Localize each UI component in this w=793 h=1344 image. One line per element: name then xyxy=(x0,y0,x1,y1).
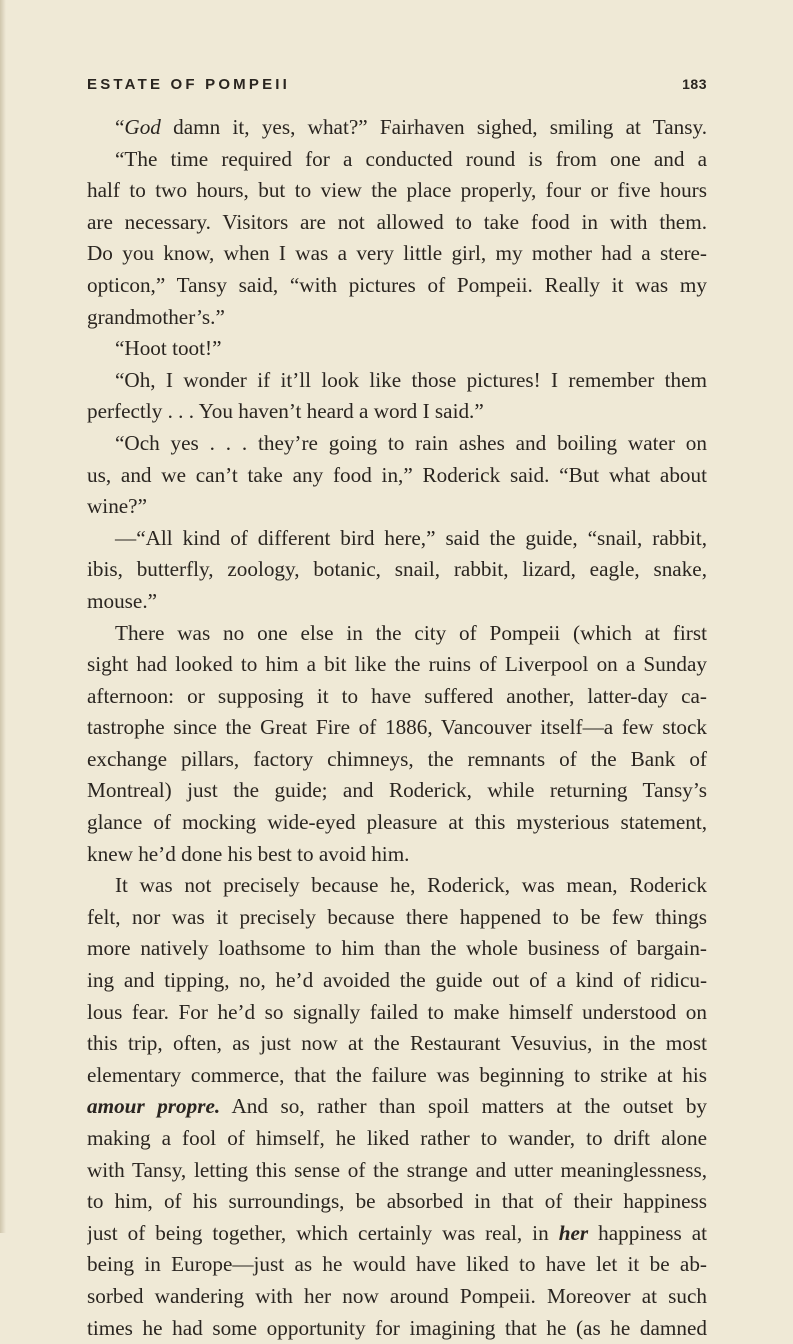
text-line xyxy=(87,965,707,997)
emphasis-text: her xyxy=(558,1220,589,1245)
line-text: us, and we can’t take any food in,” Roderick said. “But what about xyxy=(87,462,707,487)
text-line xyxy=(87,1186,707,1218)
line-text: perfectly . . . You haven’t heard a word I said.” xyxy=(87,399,484,424)
line-text: just of being together, which certainly was real, in xyxy=(87,1220,559,1245)
emphasis-text: amour propre. xyxy=(87,1094,221,1119)
running-title: ESTATE OF POMPEII xyxy=(87,76,291,93)
line-text: are necessary. Visitors are not allowed to take food in with them. xyxy=(87,209,707,234)
text-line xyxy=(87,1313,707,1344)
line-text: grandmother’s.” xyxy=(87,304,225,329)
line-text: ing and tipping, no, he’d avoided the guide out of a kind of ridicu- xyxy=(87,968,707,993)
line-text: elementary commerce, that the failure was beginning to strike at his xyxy=(87,1062,707,1087)
text-line xyxy=(87,1028,707,1060)
text-line xyxy=(87,238,707,270)
line-text: “The time required for a conducted round is from one and a xyxy=(115,146,707,171)
line-text: glance of mocking wide-eyed pleasure at this mysterious statement, xyxy=(87,810,707,835)
text-line xyxy=(87,270,707,302)
line-text: ibis, butterfly, zoology, botanic, snail, rabbit, lizard, eagle, snake, xyxy=(87,557,707,582)
line-text: knew he’d done his best to avoid him. xyxy=(87,841,410,866)
text-line xyxy=(87,333,707,365)
text-line xyxy=(87,460,707,492)
text-line xyxy=(87,554,707,586)
line-text: happiness at xyxy=(588,1220,707,1245)
line-text: lous fear. For he’d so signally failed to make himself understood on xyxy=(87,999,707,1024)
text-line xyxy=(87,1249,707,1281)
line-text: times he had some opportunity for imagining that he (as he damned xyxy=(87,1315,707,1340)
line-text: exchange pillars, factory chimneys, the remnants of the Bank of xyxy=(87,746,707,771)
text-line xyxy=(87,1281,707,1313)
text-line xyxy=(87,807,707,839)
text-line xyxy=(87,1218,707,1250)
line-text: There was no one else in the city of Pompeii (which at first xyxy=(115,620,707,645)
text-line xyxy=(87,870,707,902)
body-text xyxy=(87,112,707,1344)
line-text: damn it, yes, what?” Fairhaven sighed, smiling at Tansy. xyxy=(160,115,707,139)
text-line xyxy=(87,207,707,239)
line-text: making a fool of himself, he liked rather to wander, to drift alone xyxy=(87,1126,707,1150)
text-line xyxy=(87,1091,707,1123)
line-text: this trip, often, as just now at the Restaurant Vesuvius, in the most xyxy=(87,1031,707,1056)
page-number: 183 xyxy=(682,76,707,92)
text-line xyxy=(87,681,707,713)
line-text: mouse.” xyxy=(87,588,158,613)
text-line xyxy=(87,649,707,681)
line-text: Montreal) just the guide; and Roderick, while returning Tansy’s xyxy=(87,778,707,803)
page-left-edge xyxy=(0,0,6,1233)
line-text: sight had looked to him a bit like the ruins of Liverpool on a Sunday xyxy=(87,652,707,677)
text-line xyxy=(87,997,707,1029)
line-text: tastrophe since the Great Fire of 1886, Vancouver itself—a few stock xyxy=(87,715,707,740)
text-line xyxy=(87,112,707,144)
page-header xyxy=(87,76,707,98)
line-text: opticon,” Tansy said, “with pictures of Pompeii. Really it was my xyxy=(87,272,707,297)
line-text: “Hoot toot!” xyxy=(115,336,222,361)
emphasis-text: God xyxy=(124,115,161,139)
line-text: “ xyxy=(115,115,125,139)
text-line xyxy=(87,618,707,650)
text-line xyxy=(87,1155,707,1187)
text-line xyxy=(87,1060,707,1092)
line-text: afternoon: or supposing it to have suffered another, latter-day ca- xyxy=(87,683,707,708)
text-line xyxy=(87,839,707,871)
line-text: to him, of his surroundings, be absorbed in that of their happiness xyxy=(87,1189,707,1214)
line-text: sorbed wandering with her now around Pompeii. Moreover at such xyxy=(87,1283,707,1308)
line-text: with Tansy, letting this sense of the strange and utter meaninglessness, xyxy=(87,1157,707,1182)
text-line xyxy=(87,523,707,555)
text-line xyxy=(87,365,707,397)
text-line xyxy=(87,491,707,523)
line-text: Do you know, when I was a very little girl, my mother had a stere- xyxy=(87,241,707,266)
line-text: —“All kind of different bird here,” said the guide, “snail, rabbit, xyxy=(115,525,707,550)
text-line xyxy=(87,302,707,334)
text-line xyxy=(87,1123,707,1155)
line-text: It was not precisely because he, Roderick, was mean, Roderick xyxy=(115,873,707,898)
text-line xyxy=(87,902,707,934)
line-text: felt, nor was it precisely because there happened to be few things xyxy=(87,904,707,929)
line-text: half to two hours, but to view the place properly, four or five hours xyxy=(87,178,707,203)
text-line xyxy=(87,775,707,807)
text-line xyxy=(87,396,707,428)
text-line xyxy=(87,744,707,776)
text-line xyxy=(87,712,707,744)
text-line xyxy=(87,144,707,176)
line-text: And so, rather than spoil matters at the outset by xyxy=(220,1094,707,1119)
line-text: being in Europe—just as he would have liked to have let it be ab- xyxy=(87,1252,707,1277)
line-text: more natively loathsome to him than the whole business of bargain- xyxy=(87,936,707,961)
line-text: “Och yes . . . they’re going to rain ashes and boiling water on xyxy=(115,430,707,455)
line-text: wine?” xyxy=(87,494,147,519)
text-line xyxy=(87,933,707,965)
text-line xyxy=(87,586,707,618)
line-text: “Oh, I wonder if it’ll look like those pictures! I remember them xyxy=(115,367,707,392)
text-line xyxy=(87,175,707,207)
text-line xyxy=(87,428,707,460)
